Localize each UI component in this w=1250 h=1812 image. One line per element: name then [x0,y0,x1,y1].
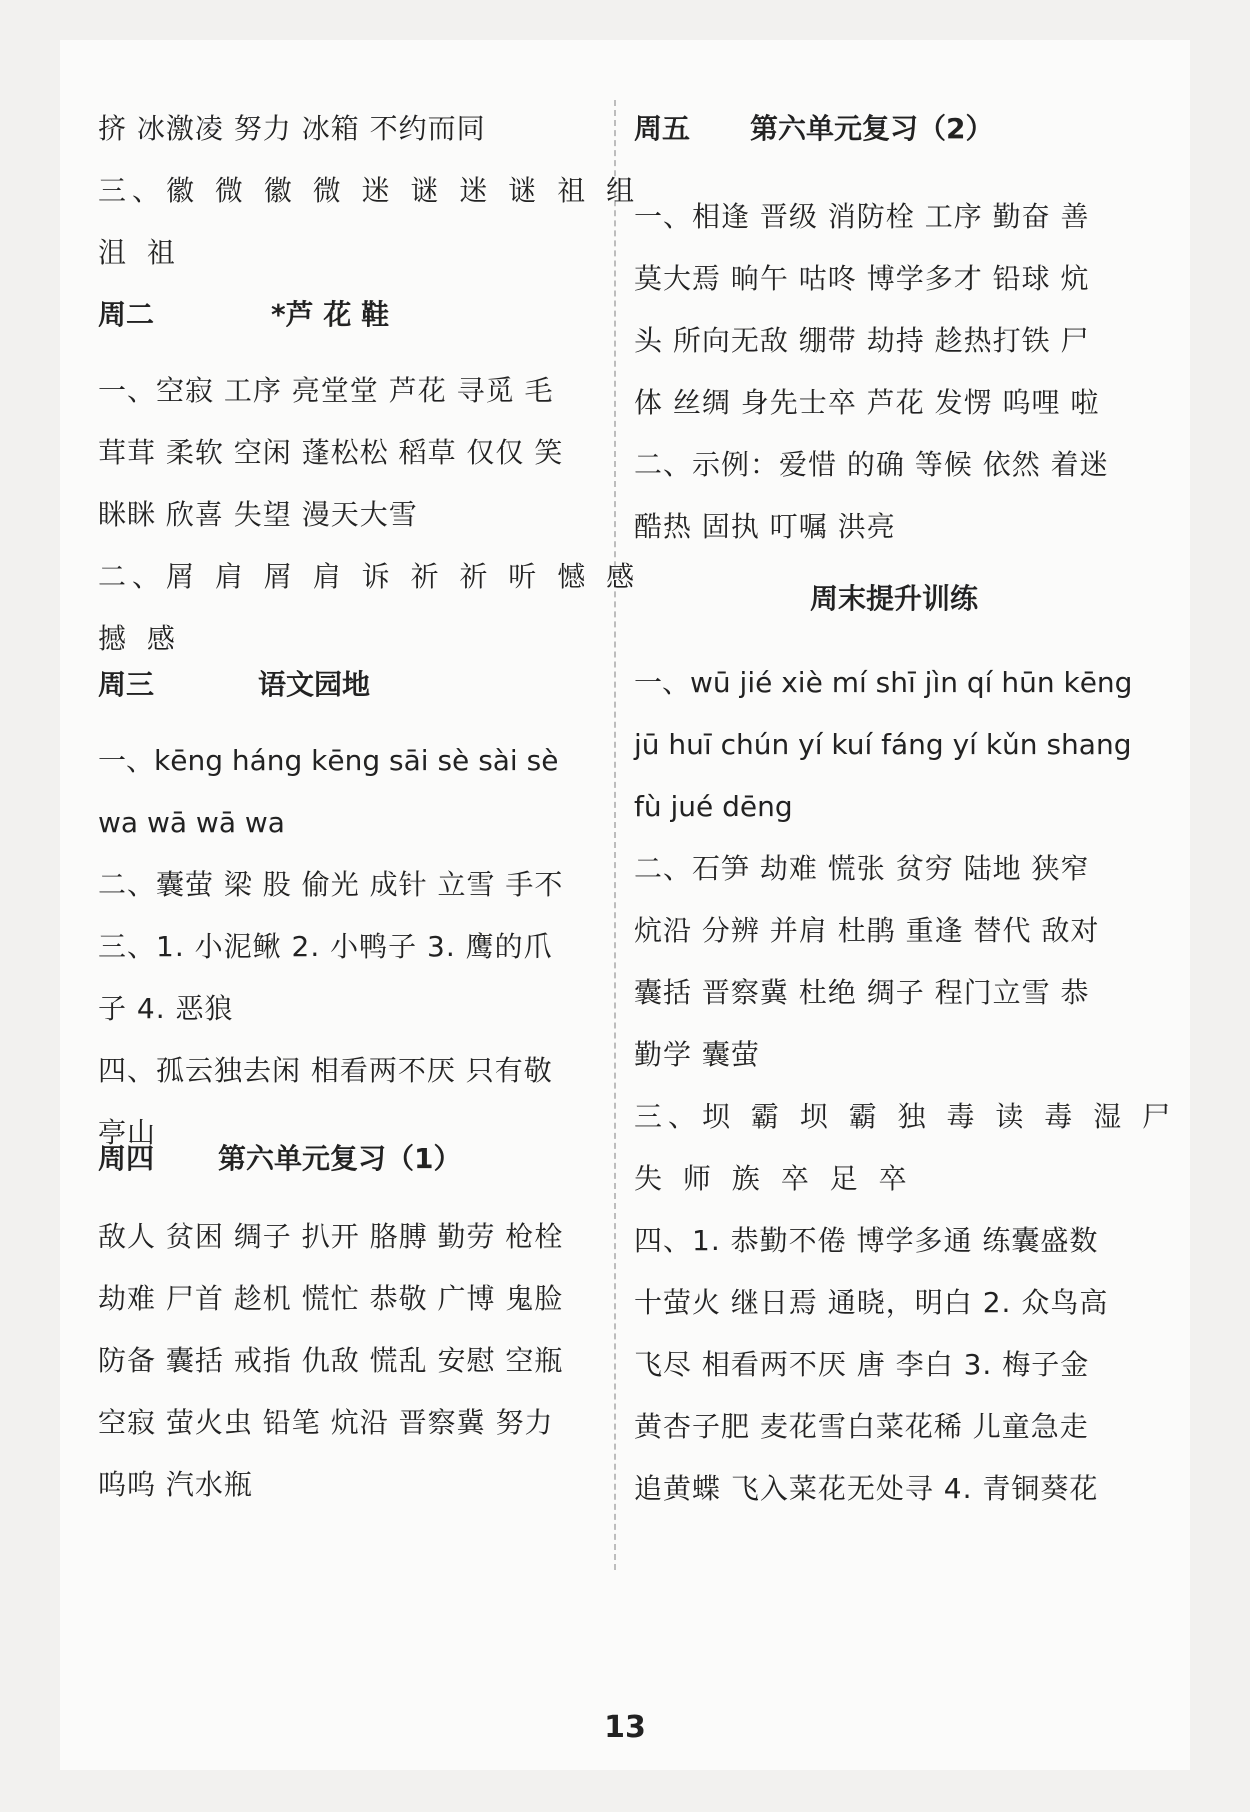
thursday-answers [98,1206,610,1516]
text-line: 三、徽 微 徽 微 迷 谜 迷 谜 祖 组 [98,174,641,207]
section-tuesday [98,284,610,346]
text-line: 敌人 贫困 绸子 扒开 胳膊 勤劳 枪栓 [98,1220,564,1253]
text-line: jū huī chún yí kuí fáng yí kǔn shang [634,728,1132,761]
text-line: 勤学 囊萤 [634,1038,760,1071]
text-line: fù jué dēng [634,790,793,823]
section-heading [634,98,1154,160]
text-line: 劫难 尸首 趁机 慌忙 恭敬 广博 鬼脸 [98,1282,564,1315]
text-line: 囊括 晋察冀 杜绝 绸子 程门立雪 恭 [634,976,1090,1009]
text-line: 沮 祖 [98,236,181,269]
section-heading [98,284,610,346]
text-line: 一、wū jié xiè mí shī jìn qí hūn kēng [634,666,1133,699]
wednesday-answers [98,730,610,1164]
text-line: wa wā wā wa [98,806,285,839]
text-line: 二、囊萤 梁 股 偷光 成针 立雪 手不 [98,868,564,901]
section-friday [634,98,1154,160]
day-label: 周三 [98,668,155,701]
day-label: 周五 [634,112,691,145]
text-line: 一、相逢 晋级 消防栓 工序 勤奋 善 [634,200,1090,233]
section-heading [98,1128,610,1190]
text-line: 酷热 固执 叮嘱 洪亮 [634,510,896,543]
text-line: 二、石笋 劫难 慌张 贫穷 陆地 狭窄 [634,852,1090,885]
section-weekend [634,568,1154,630]
text-line: 子 4. 恶狼 [98,992,234,1025]
lesson-title: *芦 花 鞋 [271,298,390,331]
text-line: 空寂 萤火虫 铅笔 炕沿 晋察冀 努力 [98,1406,554,1439]
day-label: 周四 [98,1142,155,1175]
section-heading: 周末提升训练 [809,582,978,615]
text-line: 呜呜 汽水瓶 [98,1468,253,1501]
friday-answers [634,186,1154,558]
lesson-title: 语文园地 [258,668,371,701]
text-line: 撼 感 [98,622,181,655]
answer-page [60,40,1190,1770]
text-line: 茸茸 柔软 空闲 蓬松松 稻草 仅仅 笑 [98,436,564,469]
text-line: 亭山 [98,1116,157,1149]
section-thursday [98,1128,610,1190]
continued-answers [98,98,641,284]
text-line: 十萤火 继日焉 通晓，明白 2. 众鸟高 [634,1286,1109,1319]
text-line: 追黄蝶 飞入菜花无处寻 4. 青铜葵花 [634,1472,1099,1505]
text-line: 一、空寂 工序 亮堂堂 芦花 寻觅 毛 [98,374,554,407]
text-line: 三、坝 霸 坝 霸 独 毒 读 毒 湿 尸 [634,1100,1177,1133]
text-line: 莫大焉 晌午 咕咚 博学多才 铅球 炕 [634,262,1090,295]
text-line: 失 师 族 卒 足 卒 [634,1162,913,1195]
text-line: 三、1. 小泥鳅 2. 小鸭子 3. 鹰的爪 [98,930,553,963]
text-line: 一、kēng háng kēng sāi sè sài sè [98,744,559,777]
lesson-title: 第六单元复习（1） [218,1142,462,1175]
day-label: 周二 [98,298,155,331]
lesson-title: 第六单元复习（2） [750,112,994,145]
text-line: 四、1. 恭勤不倦 博学多通 练囊盛数 [634,1224,1099,1257]
text-line: 黄杏子肥 麦花雪白菜花稀 儿童急走 [634,1410,1089,1443]
text-line: 二、屑 肩 屑 肩 诉 祈 祈 听 憾 感 [98,560,641,593]
text-line: 眯眯 欣喜 失望 漫天大雪 [98,498,418,531]
page-number: 13 [604,1710,646,1745]
text-line: 二、示例：爱惜 的确 等候 依然 着迷 [634,448,1109,481]
column-divider [614,100,616,1570]
text-line: 飞尽 相看两不厌 唐 李白 3. 梅子金 [634,1348,1090,1381]
section-heading [98,654,610,716]
text-line: 炕沿 分辨 并肩 杜鹃 重逢 替代 敌对 [634,914,1100,947]
text-line: 四、孤云独去闲 相看两不厌 只有敬 [98,1054,553,1087]
text-line: 体 丝绸 身先士卒 芦花 发愣 呜哩 啦 [634,386,1100,419]
section-wednesday [98,654,610,716]
tuesday-answers [98,360,641,670]
text-line: 挤 冰激凌 努力 冰箱 不约而同 [98,112,486,145]
weekend-answers [634,652,1177,1520]
text-line: 防备 囊括 戒指 仇敌 慌乱 安慰 空瓶 [98,1344,564,1377]
text-line: 头 所向无敌 绷带 劫持 趁热打铁 尸 [634,324,1090,357]
